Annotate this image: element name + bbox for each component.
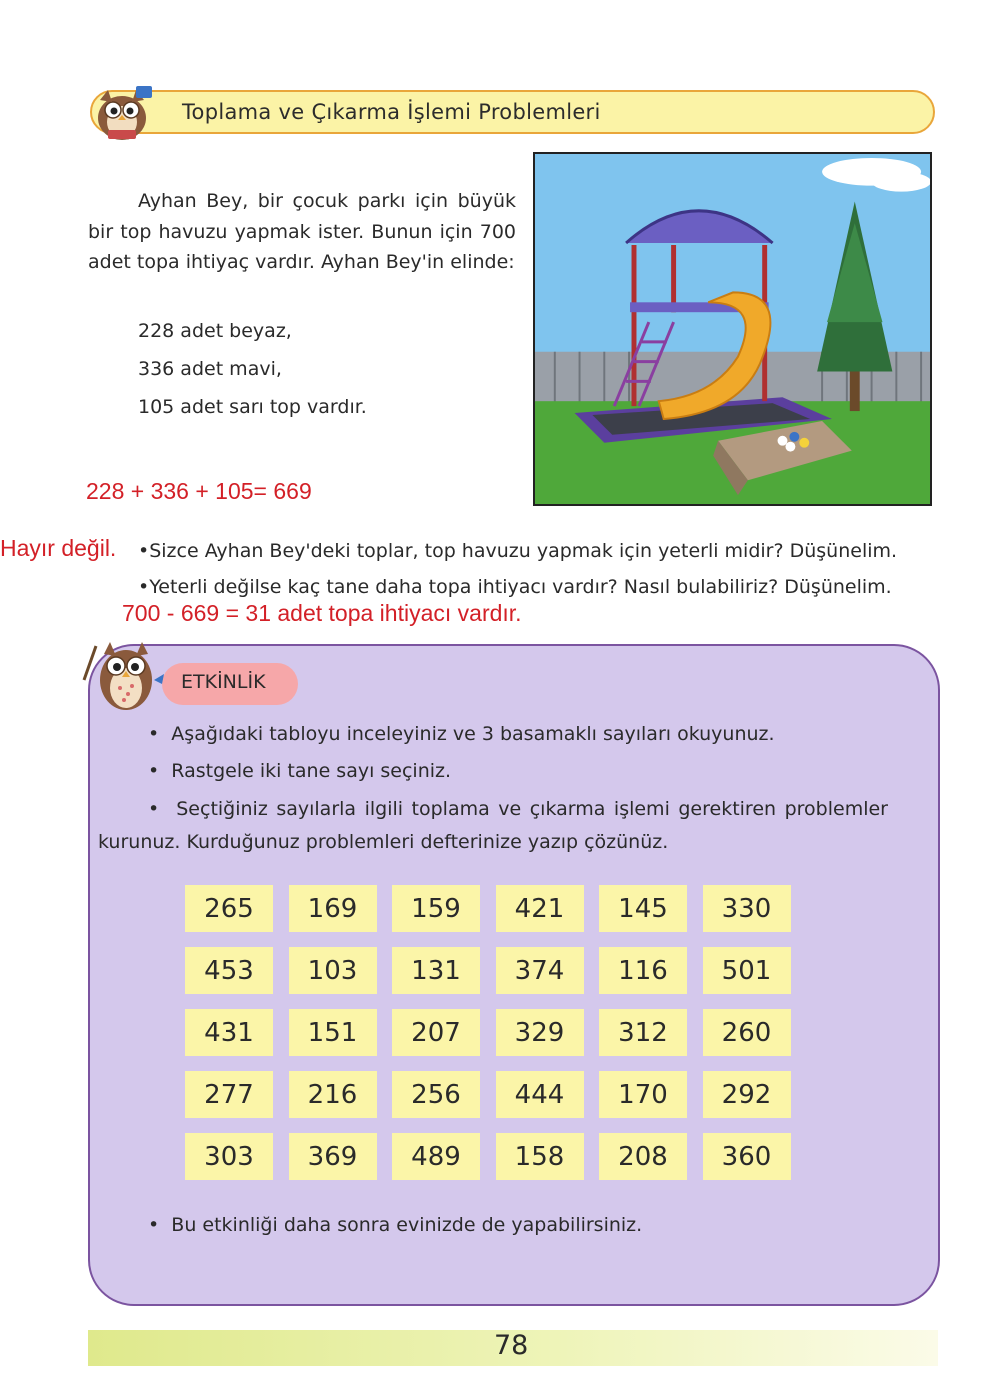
number-cell: 374	[496, 947, 584, 994]
activity-bullet-2: • Rastgele iki tane sayı seçiniz.	[148, 760, 452, 782]
number-cell: 489	[392, 1133, 480, 1180]
answer-annotation-1: Hayır değil.	[0, 535, 117, 561]
question-2: •Yeterli değilse kaç tane daha topa ihtiyacı vardır? Nasıl bulabiliriz? Düşünelim.	[138, 576, 892, 598]
bullet-icon: •	[138, 540, 150, 562]
number-cell: 216	[289, 1071, 377, 1118]
number-cell: 303	[185, 1133, 273, 1180]
activity-bullet-3: • Seçtiğiniz sayılarla ilgili toplama ve çıkarma işlemi gerektiren problemler kurunuz. Kurduğunuz problemleri defterinize yazıp çözünüz.	[98, 798, 888, 853]
number-cell: 329	[496, 1009, 584, 1056]
number-cell: 265	[185, 885, 273, 932]
number-cell: 421	[496, 885, 584, 932]
number-cell: 145	[599, 885, 687, 932]
story-line-white: 228 adet beyaz,	[138, 320, 292, 342]
number-cell: 444	[496, 1071, 584, 1118]
page-title: Toplama ve Çıkarma İşlemi Problemleri	[182, 100, 601, 124]
number-cell: 330	[703, 885, 791, 932]
number-cell: 312	[599, 1009, 687, 1056]
playground-illustration	[533, 152, 932, 506]
number-cell: 103	[289, 947, 377, 994]
number-table	[185, 885, 792, 1180]
number-cell: 277	[185, 1071, 273, 1118]
bullet-icon: •	[148, 798, 177, 820]
activity-badge-label: ETKİNLİK	[181, 671, 266, 693]
question-1: •Sizce Ayhan Bey'deki toplar, top havuzu yapmak için yeterli midir? Düşünelim.	[138, 540, 898, 562]
activity-bullet-1: • Aşağıdaki tabloyu inceleyiniz ve 3 basamaklı sayıları okuyunuz.	[148, 723, 775, 745]
number-cell: 158	[496, 1133, 584, 1180]
number-cell: 170	[599, 1071, 687, 1118]
number-cell: 131	[392, 947, 480, 994]
answer-annotation-2: 700 - 669 = 31 adet topa ihtiyacı vardır.	[122, 600, 522, 626]
number-cell: 260	[703, 1009, 791, 1056]
bullet-icon: •	[148, 760, 172, 782]
number-cell: 292	[703, 1071, 791, 1118]
number-cell: 207	[392, 1009, 480, 1056]
bullet-icon: •	[148, 723, 172, 745]
page-number: 78	[494, 1330, 529, 1361]
number-cell: 360	[703, 1133, 791, 1180]
story-line-yellow: 105 adet sarı top vardır.	[138, 396, 367, 418]
owl-pointer-icon	[78, 636, 168, 716]
number-cell: 169	[289, 885, 377, 932]
number-cell: 256	[392, 1071, 480, 1118]
number-cell: 453	[185, 947, 273, 994]
number-cell: 116	[599, 947, 687, 994]
number-cell: 431	[185, 1009, 273, 1056]
activity-footer-note: • Bu etkinliği daha sonra evinizde de yapabilirsiniz.	[148, 1214, 643, 1236]
sum-annotation: 228 + 336 + 105= 669	[86, 478, 312, 504]
number-cell: 159	[392, 885, 480, 932]
number-cell: 151	[289, 1009, 377, 1056]
owl-reading-icon	[88, 82, 160, 142]
story-paragraph: Ayhan Bey, bir çocuk parkı için büyük bir top havuzu yapmak ister. Bunun için 700 adet topa ihtiyaç vardır. Ayhan Bey'in elinde:	[88, 190, 516, 273]
story-line-blue: 336 adet mavi,	[138, 358, 282, 380]
number-cell: 501	[703, 947, 791, 994]
bullet-icon: •	[148, 1214, 172, 1236]
number-cell: 369	[289, 1133, 377, 1180]
bullet-icon: •	[138, 576, 150, 598]
number-cell: 208	[599, 1133, 687, 1180]
